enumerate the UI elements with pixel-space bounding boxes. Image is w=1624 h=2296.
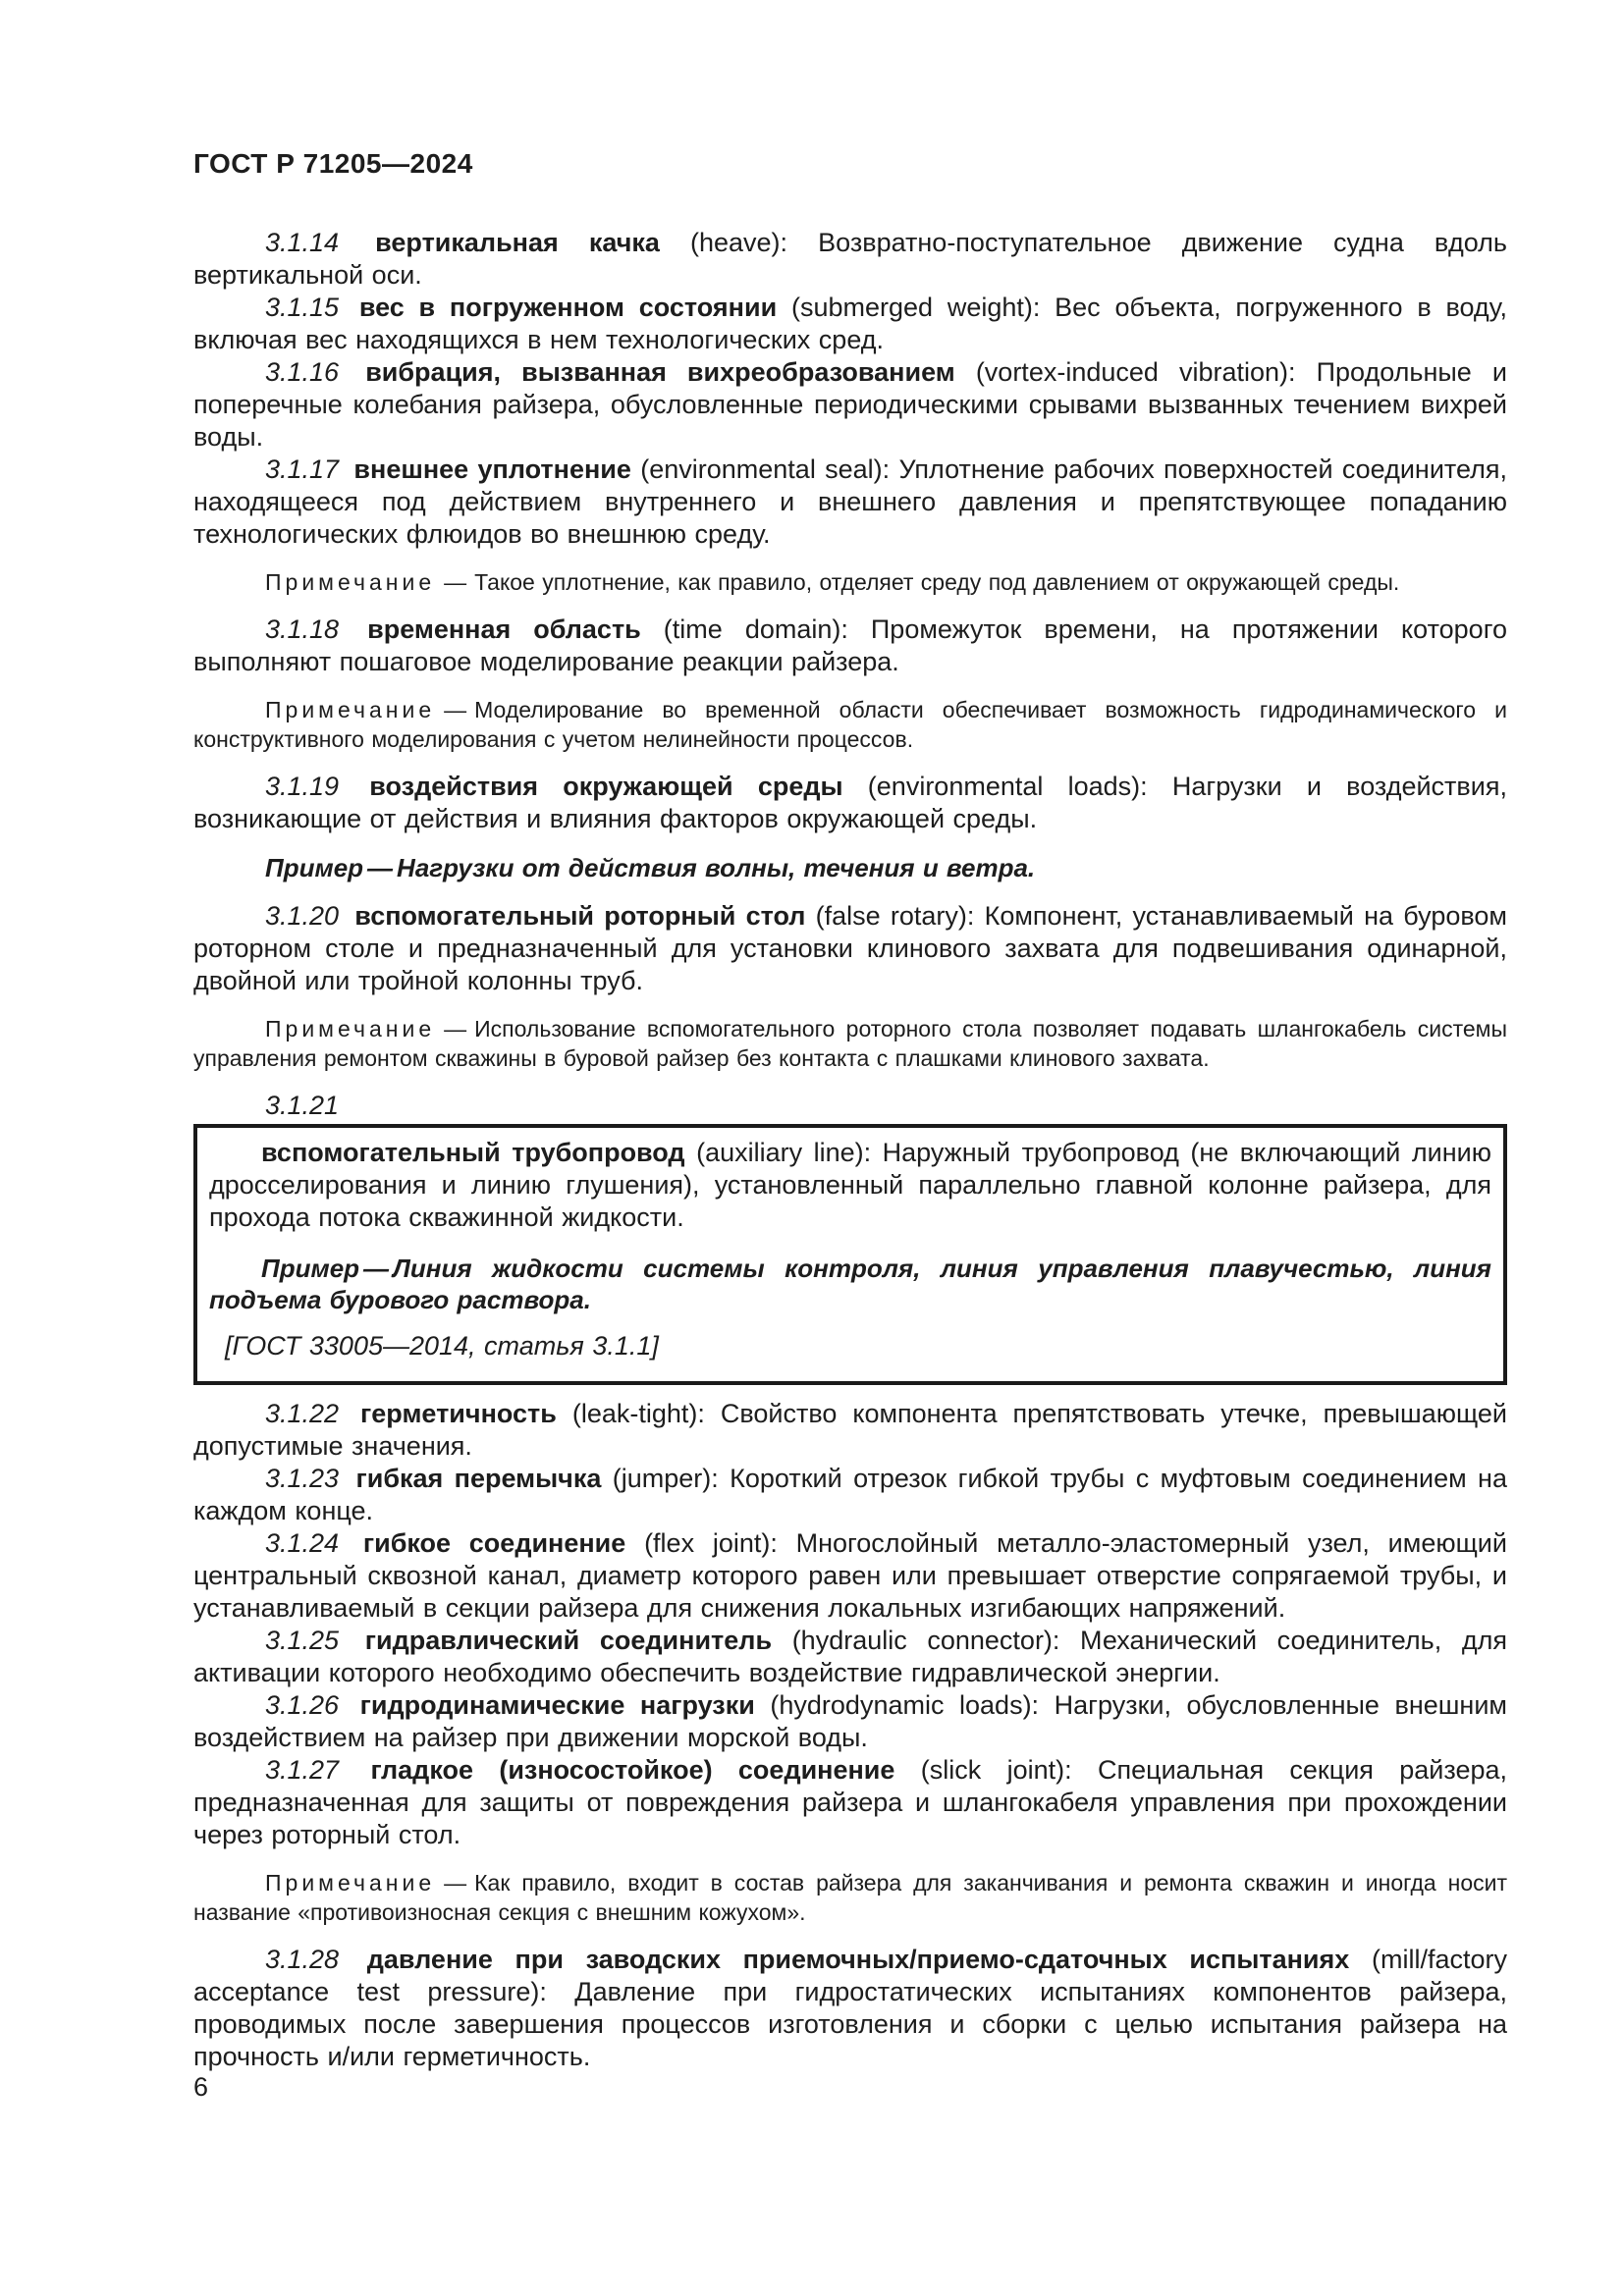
term-text: (environmental loads): Нагрузки и воздействия, возникающие от действия и влияния факторов окружающей среды. bbox=[193, 772, 1507, 833]
dash: — bbox=[363, 1254, 390, 1283]
term-name: внешнее уплотнение bbox=[353, 454, 631, 484]
term-name: гибкая перемычка bbox=[355, 1464, 602, 1493]
term-text: (hydrodynamic loads): Нагрузки, обусловленные внешним воздействием на райзер при движении морской воды. bbox=[193, 1690, 1507, 1752]
term-number: 3.1.16 bbox=[265, 357, 340, 387]
dash: — bbox=[444, 569, 467, 595]
term-text: (leak-tight): Свойство компонента препятствовать утечке, превышающей допустимые значения. bbox=[193, 1399, 1507, 1461]
term-text: (heave): Возвратно-поступательное движение судна вдоль вертикальной оси. bbox=[193, 228, 1507, 290]
term-text: (environmental seal): Уплотнение рабочих поверхностей соединителя, находящееся под действием внутреннего и внешнего давления и препятствующее попаданию технологических флюидов во внешнюю среду. bbox=[193, 454, 1507, 549]
dash: — bbox=[367, 853, 394, 882]
term-text: (false rotary): Компонент, устанавливаемый на буровом роторном столе и предназначенный для установки клинового захвата для подвешивания одинарной, двойной или тройной колонны труб. bbox=[193, 901, 1507, 995]
example-label: Пример bbox=[261, 1254, 360, 1283]
example-paragraph bbox=[209, 1253, 1491, 1315]
note-paragraph bbox=[193, 1868, 1507, 1927]
term-definition bbox=[209, 1137, 1491, 1234]
note-text: Моделирование во временной области обеспечивает возможность гидродинамического и конструктивного моделирования с учетом нелинейности процессов. bbox=[193, 697, 1507, 752]
term-name: гибкое соединение bbox=[362, 1528, 626, 1558]
boxed-definition bbox=[193, 1124, 1507, 1385]
term-text: (hydraulic connector): Механический соединитель, для активации которого необходимо обеспечить воздействие гидравлической энергии. bbox=[193, 1626, 1507, 1687]
term-number: 3.1.25 bbox=[265, 1626, 340, 1655]
term-number: 3.1.23 bbox=[265, 1464, 340, 1493]
term-definition bbox=[193, 356, 1507, 454]
note-label: Примечание bbox=[265, 1016, 436, 1041]
term-text: (jumper): Короткий отрезок гибкой трубы с муфтовым соединением на каждом конце. bbox=[193, 1464, 1507, 1525]
reference-text: [ГОСТ 33005—2014, статья 3.1.1] bbox=[225, 1331, 659, 1361]
term-definition bbox=[193, 1463, 1507, 1527]
note-text: Такое уплотнение, как правило, отделяет среду под давлением от окружающей среды. bbox=[474, 569, 1400, 595]
note-text: Использование вспомогательного роторного стола позволяет подавать шлангокабель системы управления ремонтом скважины в буровой райзер без контакта с плашками клинового захвата. bbox=[193, 1016, 1507, 1071]
reference-paragraph bbox=[209, 1330, 1491, 1362]
term-definition bbox=[193, 771, 1507, 835]
term-name: вибрация, вызванная вихреобразованием bbox=[365, 357, 955, 387]
term-text: (submerged weight): Вес объекта, погруженного в воду, включая вес находящихся в нем технологических сред. bbox=[193, 293, 1507, 354]
term-name: герметичность bbox=[360, 1399, 557, 1428]
term-definition bbox=[193, 1527, 1507, 1625]
term-number: 3.1.19 bbox=[265, 772, 340, 801]
note-text: Как правило, входит в состав райзера для заканчивания и ремонта скважин и иногда носит название «противоизносная секция с внешним кожухом». bbox=[193, 1870, 1507, 1925]
note-label: Примечание bbox=[265, 569, 436, 595]
term-definition bbox=[193, 1625, 1507, 1689]
term-definition bbox=[193, 1754, 1507, 1851]
term-number: 3.1.22 bbox=[265, 1399, 340, 1428]
term-number: 3.1.26 bbox=[265, 1690, 340, 1720]
term-text: (slick joint): Специальная секция райзера, предназначенная для защиты от повреждения райзера и шлангокабеля управления при прохождении через роторный стол. bbox=[193, 1755, 1507, 1849]
term-name: вертикальная качка bbox=[375, 228, 660, 257]
dash: — bbox=[444, 1016, 467, 1041]
term-number: 3.1.14 bbox=[265, 228, 340, 257]
dash: — bbox=[444, 697, 467, 722]
term-definition bbox=[193, 614, 1507, 678]
term-name: воздействия окружающей среды bbox=[369, 772, 843, 801]
term-text: (vortex-induced vibration): Продольные и поперечные колебания райзера, обусловленные периодическими срывами вызванных течением вихрей воды. bbox=[193, 357, 1507, 452]
note-paragraph bbox=[193, 567, 1507, 597]
term-text: (time domain): Промежуток времени, на протяжении которого выполняют пошаговое моделирование реакции райзера. bbox=[193, 614, 1507, 676]
term-definition bbox=[193, 292, 1507, 356]
term-text: (auxiliary line): Наружный трубопровод (не включающий линию дросселирования и линию глушения), установленный параллельно главной колонне райзера, для прохода потока скважинной жидкости. bbox=[209, 1138, 1491, 1232]
term-number: 3.1.28 bbox=[265, 1945, 340, 1974]
note-paragraph bbox=[193, 695, 1507, 754]
term-name: гладкое (износостойкое) соединение bbox=[370, 1755, 895, 1785]
term-definition bbox=[193, 1398, 1507, 1463]
term-number: 3.1.27 bbox=[265, 1755, 340, 1785]
term-definition bbox=[193, 227, 1507, 292]
term-definition bbox=[193, 454, 1507, 551]
term-number: 3.1.20 bbox=[265, 901, 340, 931]
term-number-only bbox=[193, 1090, 1507, 1122]
example-text: Нагрузки от действия волны, течения и ветра. bbox=[397, 853, 1036, 882]
term-number: 3.1.18 bbox=[265, 614, 340, 644]
page-number: 6 bbox=[193, 2072, 209, 2102]
running-header: ГОСТ Р 71205—2024 bbox=[193, 148, 473, 179]
term-name: вспомогательный трубопровод bbox=[261, 1138, 685, 1167]
term-definition bbox=[193, 900, 1507, 997]
term-text: (flex joint): Многослойный металло-эластомерный узел, имеющий центральный сквозной канал, диаметр которого равен или превышает отверстие сопрягаемой трубы, и устанавливаемый в секции райзера для снижения локальных изгибающих напряжений. bbox=[193, 1528, 1507, 1623]
term-definition bbox=[193, 1944, 1507, 2073]
term-number: 3.1.24 bbox=[265, 1528, 340, 1558]
note-paragraph bbox=[193, 1014, 1507, 1073]
note-label: Примечание bbox=[265, 697, 436, 722]
example-paragraph bbox=[193, 852, 1507, 883]
term-name: давление при заводских приемочных/приемо-сдаточных испытаниях bbox=[366, 1945, 1350, 1974]
term-definition bbox=[193, 1689, 1507, 1754]
term-number: 3.1.15 bbox=[265, 293, 340, 322]
term-name: вес в погруженном состоянии bbox=[358, 293, 778, 322]
example-text: Линия жидкости системы контроля, линия управления плавучестью, линия подъема бурового раствора. bbox=[209, 1254, 1491, 1314]
term-number: 3.1.21 bbox=[265, 1091, 340, 1120]
term-number: 3.1.17 bbox=[265, 454, 340, 484]
term-name: гидравлический соединитель bbox=[364, 1626, 773, 1655]
term-name: вспомогательный роторный стол bbox=[354, 901, 806, 931]
term-name: гидродинамические нагрузки bbox=[359, 1690, 755, 1720]
example-label: Пример bbox=[265, 853, 364, 882]
document-content bbox=[193, 227, 1507, 2073]
term-text: (mill/factory acceptance test pressure): Давление при гидростатических испытаниях компонентов райзера, проводимых после завершения процессов изготовления и сборки с целью испытания райзера на прочность и/или герметичность. bbox=[193, 1945, 1507, 2071]
term-name: временная область bbox=[367, 614, 641, 644]
dash: — bbox=[444, 1870, 467, 1896]
note-label: Примечание bbox=[265, 1870, 436, 1896]
